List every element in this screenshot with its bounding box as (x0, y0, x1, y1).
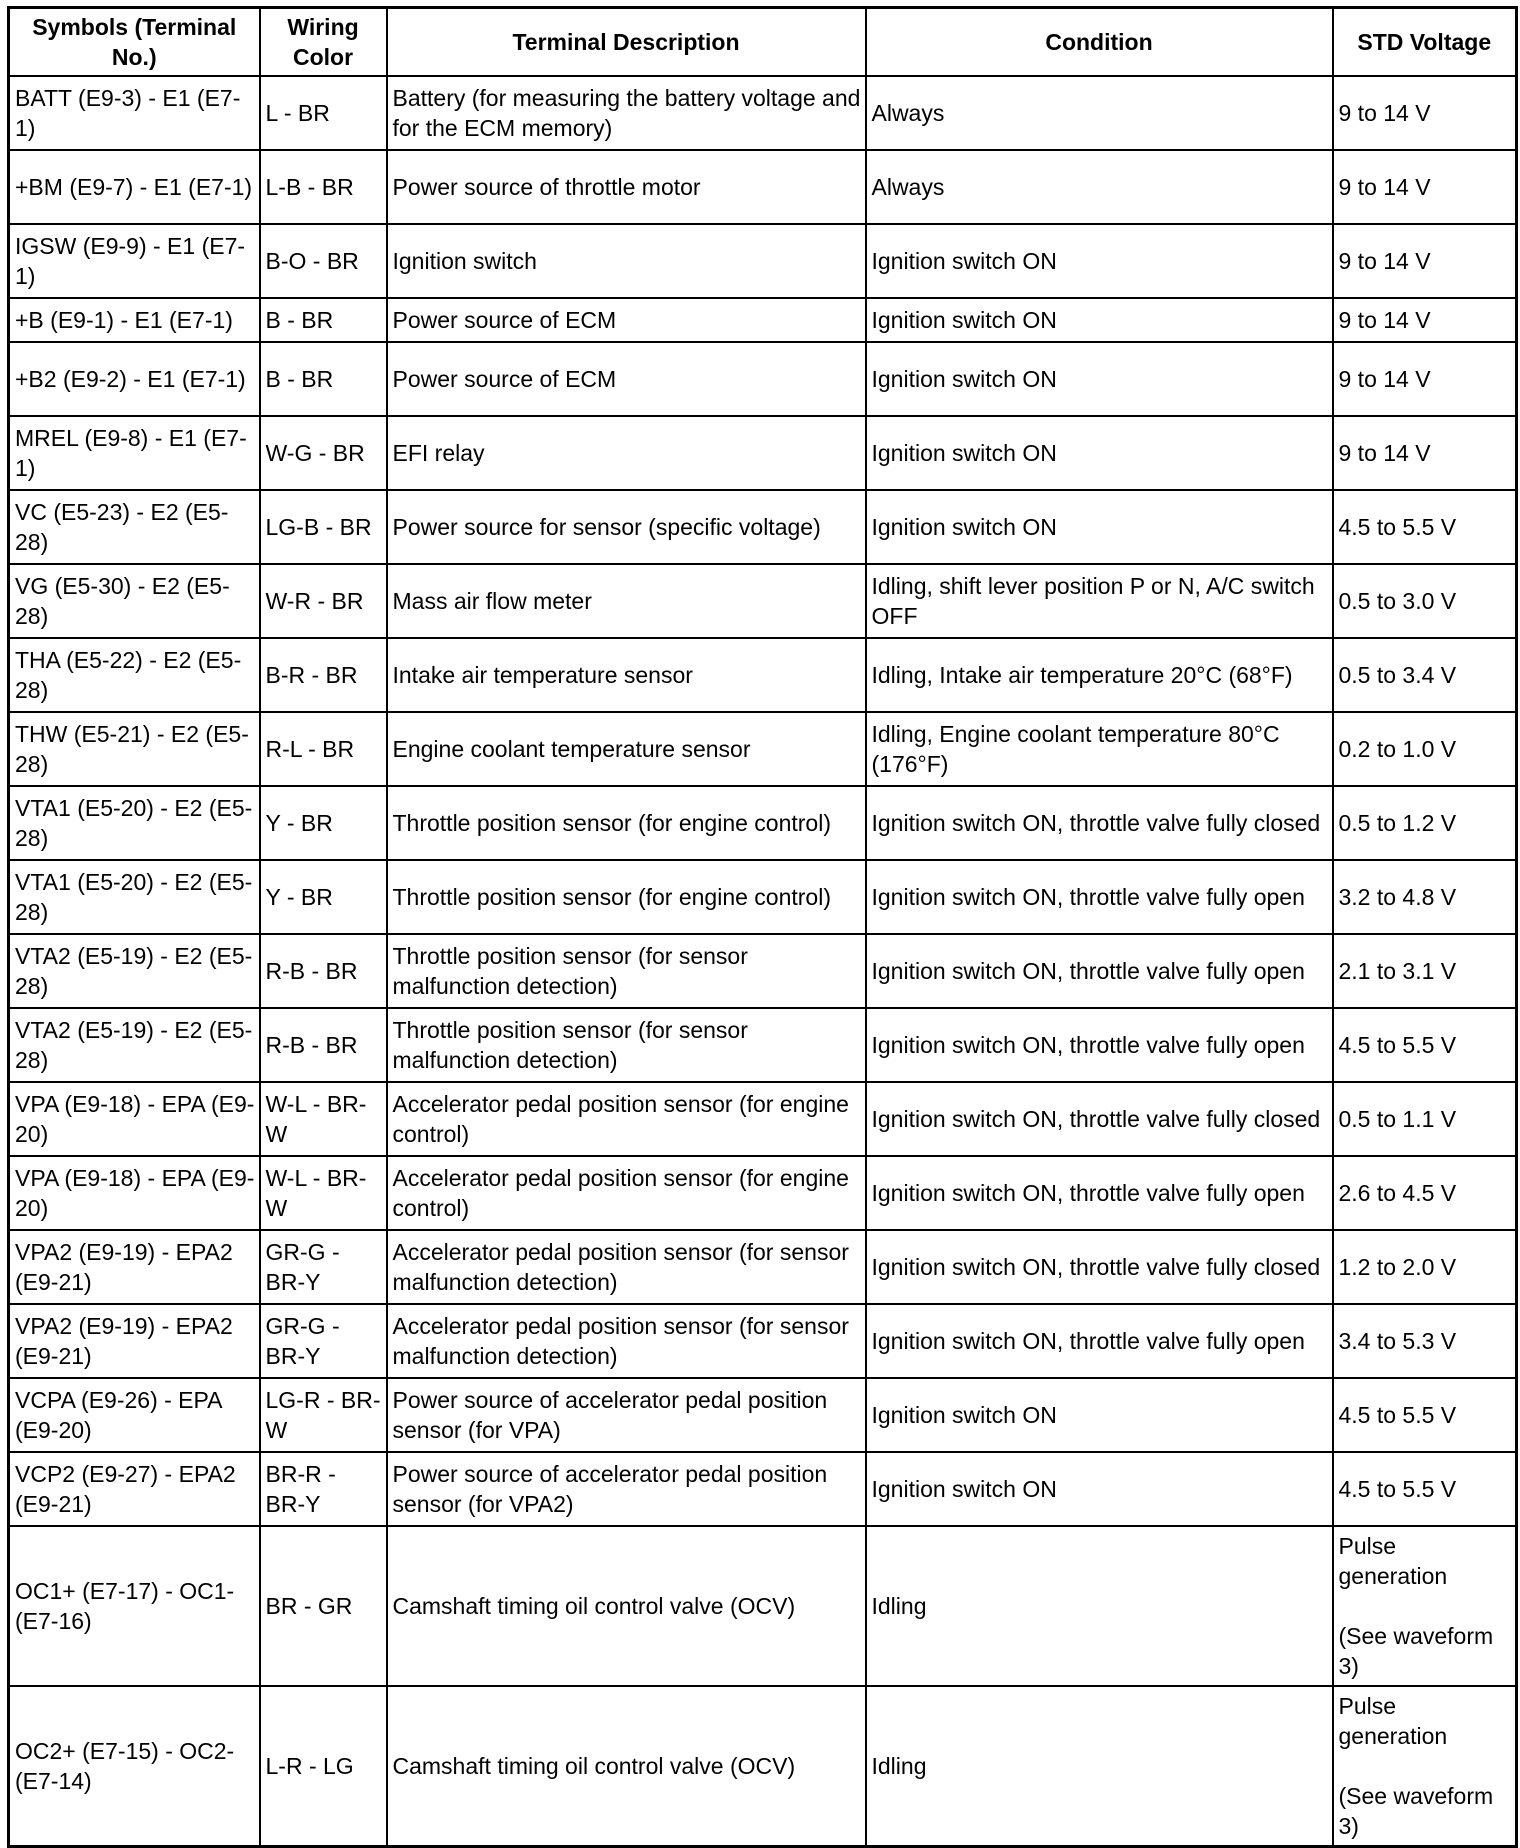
cell-condition: Always (866, 76, 1333, 150)
cell-wiring-color: Y - BR (260, 860, 387, 934)
cell-condition: Idling (866, 1686, 1333, 1847)
cell-std-voltage: 0.2 to 1.0 V (1333, 712, 1517, 786)
cell-symbol: OC2+ (E7-15) - OC2- (E7-14) (9, 1686, 260, 1847)
cell-symbol: VPA2 (E9-19) - EPA2 (E9-21) (9, 1230, 260, 1304)
cell-std-voltage: 4.5 to 5.5 V (1333, 1008, 1517, 1082)
table-row (9, 1082, 1517, 1156)
cell-symbol: BATT (E9-3) - E1 (E7-1) (9, 76, 260, 150)
cell-wiring-color: GR-G - BR-Y (260, 1304, 387, 1378)
cell-symbol: VTA2 (E5-19) - E2 (E5-28) (9, 1008, 260, 1082)
cell-wiring-color: R-B - BR (260, 1008, 387, 1082)
cell-terminal-description: Accelerator pedal position sensor (for sensor malfunction detection) (387, 1304, 866, 1378)
cell-terminal-description: EFI relay (387, 416, 866, 490)
cell-condition: Ignition switch ON (866, 416, 1333, 490)
cell-std-voltage: 9 to 14 V (1333, 416, 1517, 490)
cell-symbol: VPA (E9-18) - EPA (E9-20) (9, 1082, 260, 1156)
cell-wiring-color: B-O - BR (260, 224, 387, 298)
cell-wiring-color: Y - BR (260, 786, 387, 860)
cell-terminal-description: Power source of ECM (387, 342, 866, 416)
terminal-voltage-table (7, 6, 1518, 1848)
table-row (9, 1686, 1517, 1847)
cell-terminal-description: Accelerator pedal position sensor (for engine control) (387, 1082, 866, 1156)
cell-terminal-description: Power source for sensor (specific voltage) (387, 490, 866, 564)
header-wiring-color: Wiring Color (260, 8, 387, 77)
cell-wiring-color: L-B - BR (260, 150, 387, 224)
cell-symbol: THW (E5-21) - E2 (E5-28) (9, 712, 260, 786)
cell-condition: Idling, shift lever position P or N, A/C switch OFF (866, 564, 1333, 638)
table-row (9, 1304, 1517, 1378)
cell-terminal-description: Power source of accelerator pedal position sensor (for VPA2) (387, 1452, 866, 1526)
cell-condition: Ignition switch ON (866, 1378, 1333, 1452)
table-row (9, 150, 1517, 224)
cell-terminal-description: Mass air flow meter (387, 564, 866, 638)
cell-condition: Ignition switch ON, throttle valve fully closed (866, 1230, 1333, 1304)
cell-std-voltage: 9 to 14 V (1333, 76, 1517, 150)
cell-std-voltage: 0.5 to 3.4 V (1333, 638, 1517, 712)
cell-std-voltage: 1.2 to 2.0 V (1333, 1230, 1517, 1304)
cell-wiring-color: R-L - BR (260, 712, 387, 786)
cell-symbol: VCP2 (E9-27) - EPA2 (E9-21) (9, 1452, 260, 1526)
cell-wiring-color: B - BR (260, 342, 387, 416)
cell-std-voltage: 3.4 to 5.3 V (1333, 1304, 1517, 1378)
cell-symbol: VG (E5-30) - E2 (E5-28) (9, 564, 260, 638)
cell-terminal-description: Power source of accelerator pedal position sensor (for VPA) (387, 1378, 866, 1452)
table-row (9, 1378, 1517, 1452)
cell-std-voltage: 0.5 to 1.2 V (1333, 786, 1517, 860)
cell-condition: Ignition switch ON, throttle valve fully open (866, 1008, 1333, 1082)
cell-condition: Ignition switch ON, throttle valve fully open (866, 860, 1333, 934)
cell-symbol: +B (E9-1) - E1 (E7-1) (9, 298, 260, 342)
cell-std-voltage: 4.5 to 5.5 V (1333, 1378, 1517, 1452)
cell-wiring-color: LG-B - BR (260, 490, 387, 564)
cell-wiring-color: B - BR (260, 298, 387, 342)
cell-condition: Ignition switch ON (866, 1452, 1333, 1526)
table-row (9, 298, 1517, 342)
cell-terminal-description: Engine coolant temperature sensor (387, 712, 866, 786)
cell-condition: Idling (866, 1526, 1333, 1686)
cell-symbol: VC (E5-23) - E2 (E5-28) (9, 490, 260, 564)
cell-std-voltage: 9 to 14 V (1333, 224, 1517, 298)
cell-terminal-description: Throttle position sensor (for engine control) (387, 860, 866, 934)
cell-symbol: THA (E5-22) - E2 (E5-28) (9, 638, 260, 712)
table-row (9, 1008, 1517, 1082)
table-row (9, 490, 1517, 564)
cell-condition: Ignition switch ON (866, 490, 1333, 564)
cell-symbol: VTA1 (E5-20) - E2 (E5-28) (9, 860, 260, 934)
cell-condition: Idling, Engine coolant temperature 80°C (176°F) (866, 712, 1333, 786)
cell-symbol: MREL (E9-8) - E1 (E7-1) (9, 416, 260, 490)
header-std-voltage: STD Voltage (1333, 8, 1517, 77)
cell-wiring-color: B-R - BR (260, 638, 387, 712)
cell-condition: Ignition switch ON, throttle valve fully closed (866, 786, 1333, 860)
cell-symbol: IGSW (E9-9) - E1 (E7-1) (9, 224, 260, 298)
header-terminal-description: Terminal Description (387, 8, 866, 77)
cell-wiring-color: W-R - BR (260, 564, 387, 638)
cell-terminal-description: Camshaft timing oil control valve (OCV) (387, 1686, 866, 1847)
cell-terminal-description: Camshaft timing oil control valve (OCV) (387, 1526, 866, 1686)
table-row (9, 712, 1517, 786)
table-row (9, 1526, 1517, 1686)
cell-wiring-color: W-L - BR-W (260, 1156, 387, 1230)
cell-symbol: OC1+ (E7-17) - OC1- (E7-16) (9, 1526, 260, 1686)
cell-wiring-color: L-R - LG (260, 1686, 387, 1847)
table-row (9, 416, 1517, 490)
header-symbols: Symbols (Terminal No.) (9, 8, 260, 77)
cell-condition: Ignition switch ON (866, 342, 1333, 416)
table-row (9, 76, 1517, 150)
cell-symbol: VPA2 (E9-19) - EPA2 (E9-21) (9, 1304, 260, 1378)
cell-symbol: VTA2 (E5-19) - E2 (E5-28) (9, 934, 260, 1008)
header-row (9, 8, 1517, 77)
cell-wiring-color: BR-R - BR-Y (260, 1452, 387, 1526)
table-row (9, 860, 1517, 934)
cell-terminal-description: Accelerator pedal position sensor (for sensor malfunction detection) (387, 1230, 866, 1304)
cell-std-voltage: 4.5 to 5.5 V (1333, 490, 1517, 564)
cell-symbol: +B2 (E9-2) - E1 (E7-1) (9, 342, 260, 416)
cell-condition: Ignition switch ON, throttle valve fully open (866, 1304, 1333, 1378)
cell-symbol: VCPA (E9-26) - EPA (E9-20) (9, 1378, 260, 1452)
cell-std-voltage: 0.5 to 3.0 V (1333, 564, 1517, 638)
cell-wiring-color: W-L - BR-W (260, 1082, 387, 1156)
cell-condition: Ignition switch ON (866, 224, 1333, 298)
cell-std-voltage: 2.6 to 4.5 V (1333, 1156, 1517, 1230)
table-row (9, 1156, 1517, 1230)
cell-std-voltage: 4.5 to 5.5 V (1333, 1452, 1517, 1526)
cell-std-voltage: 9 to 14 V (1333, 298, 1517, 342)
cell-condition: Ignition switch ON, throttle valve fully open (866, 934, 1333, 1008)
cell-std-voltage: Pulse generation (See waveform 3) (1333, 1526, 1517, 1686)
cell-std-voltage: 0.5 to 1.1 V (1333, 1082, 1517, 1156)
cell-std-voltage: Pulse generation (See waveform 3) (1333, 1686, 1517, 1847)
table-row (9, 342, 1517, 416)
cell-symbol: VTA1 (E5-20) - E2 (E5-28) (9, 786, 260, 860)
cell-terminal-description: Intake air temperature sensor (387, 638, 866, 712)
header-condition: Condition (866, 8, 1333, 77)
cell-condition: Ignition switch ON, throttle valve fully open (866, 1156, 1333, 1230)
cell-wiring-color: W-G - BR (260, 416, 387, 490)
table-row (9, 786, 1517, 860)
cell-terminal-description: Throttle position sensor (for sensor malfunction detection) (387, 1008, 866, 1082)
cell-terminal-description: Accelerator pedal position sensor (for engine control) (387, 1156, 866, 1230)
cell-symbol: VPA (E9-18) - EPA (E9-20) (9, 1156, 260, 1230)
cell-terminal-description: Battery (for measuring the battery voltage and for the ECM memory) (387, 76, 866, 150)
cell-wiring-color: LG-R - BR-W (260, 1378, 387, 1452)
cell-terminal-description: Power source of ECM (387, 298, 866, 342)
cell-std-voltage: 3.2 to 4.8 V (1333, 860, 1517, 934)
cell-symbol: +BM (E9-7) - E1 (E7-1) (9, 150, 260, 224)
table-row (9, 638, 1517, 712)
cell-wiring-color: BR - GR (260, 1526, 387, 1686)
cell-condition: Ignition switch ON (866, 298, 1333, 342)
cell-wiring-color: L - BR (260, 76, 387, 150)
cell-terminal-description: Ignition switch (387, 224, 866, 298)
table-row (9, 934, 1517, 1008)
cell-condition: Ignition switch ON, throttle valve fully closed (866, 1082, 1333, 1156)
cell-std-voltage: 9 to 14 V (1333, 342, 1517, 416)
cell-wiring-color: GR-G - BR-Y (260, 1230, 387, 1304)
table-body (9, 76, 1517, 1847)
cell-wiring-color: R-B - BR (260, 934, 387, 1008)
cell-condition: Idling, Intake air temperature 20°C (68°F) (866, 638, 1333, 712)
table-row (9, 564, 1517, 638)
cell-terminal-description: Throttle position sensor (for sensor malfunction detection) (387, 934, 866, 1008)
table-row (9, 1452, 1517, 1526)
table-row (9, 1230, 1517, 1304)
cell-condition: Always (866, 150, 1333, 224)
cell-std-voltage: 9 to 14 V (1333, 150, 1517, 224)
cell-std-voltage: 2.1 to 3.1 V (1333, 934, 1517, 1008)
table-row (9, 224, 1517, 298)
cell-terminal-description: Throttle position sensor (for engine control) (387, 786, 866, 860)
cell-terminal-description: Power source of throttle motor (387, 150, 866, 224)
